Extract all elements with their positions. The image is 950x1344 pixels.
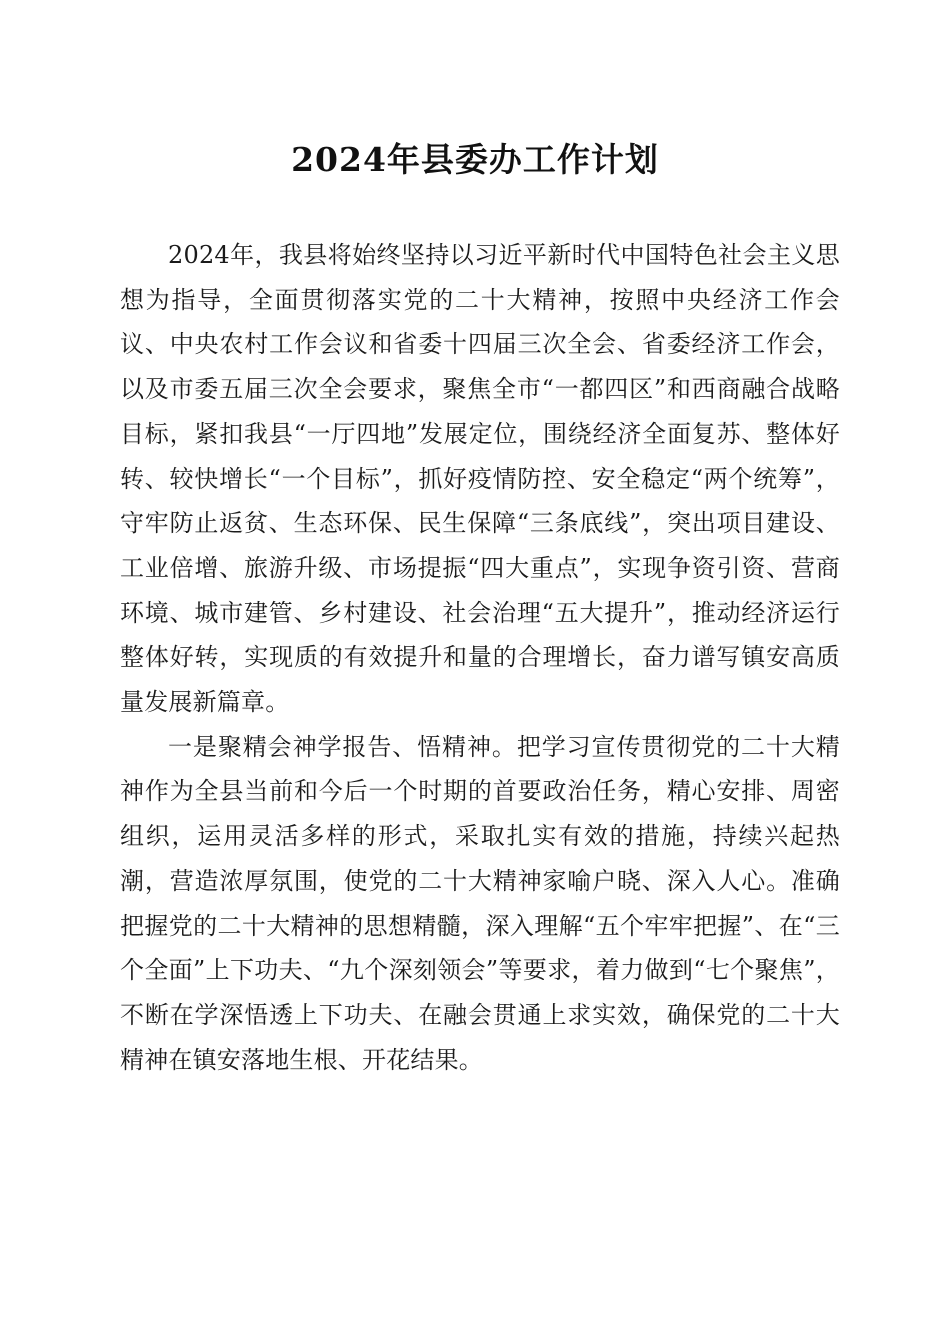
paragraph-item-1 xyxy=(120,725,840,1083)
paragraph-lead: 一是聚精会神学报告、悟精神。 xyxy=(168,732,517,761)
paragraph-text: 2024年，我县将始终坚持以习近平新时代中国特色社会主义思想为指导，全面贯彻落实党的二十大精神，按照中央经济工作会议、中央农村工作会议和省委十四届三次全会、省委经济工作会，以及市委五届三次全会要求，聚焦全市“一都四区”和西商融合战略目标，紧扣我县“一厅四地”发展定位，围绕经济全面复苏、整体好转、较快增长“一个目标”，抓好疫情防控、安全稳定“两个统筹”，守牢防止返贫、生态环保、民生保障“三条底线”，突出项目建设、工业倍增、旅游升级、市场提振“四大重点”，实现争资引资、营商环境、城市建管、乡村建设、社会治理“五大提升”，推动经济运行整体好转，实现质的有效提升和量的合理增长，奋力谱写镇安高质量发展新篇章。 xyxy=(120,241,840,717)
paragraph-text: 把学习宣传贯彻党的二十大精神作为全县当前和今后一个时期的首要政治任务，精心安排、周密组织，运用灵活多样的形式，采取扎实有效的措施，持续兴起热潮，营造浓厚氛围，使党的二十大精神家喻户晓、深入人心。准确把握党的二十大精神的思想精髓，深入理解“五个牢牢把握”、在“三个全面”上下功夫、“九个深刻领会”等要求，着力做到“七个聚焦”，不断在学深悟透上下功夫、在融会贯通上求实效，确保党的二十大精神在镇安落地生根、开花结果。 xyxy=(120,732,840,1074)
document-body xyxy=(120,233,840,1082)
document-title: 2024年县委办工作计划 xyxy=(291,140,659,179)
paragraph-intro xyxy=(120,233,840,725)
